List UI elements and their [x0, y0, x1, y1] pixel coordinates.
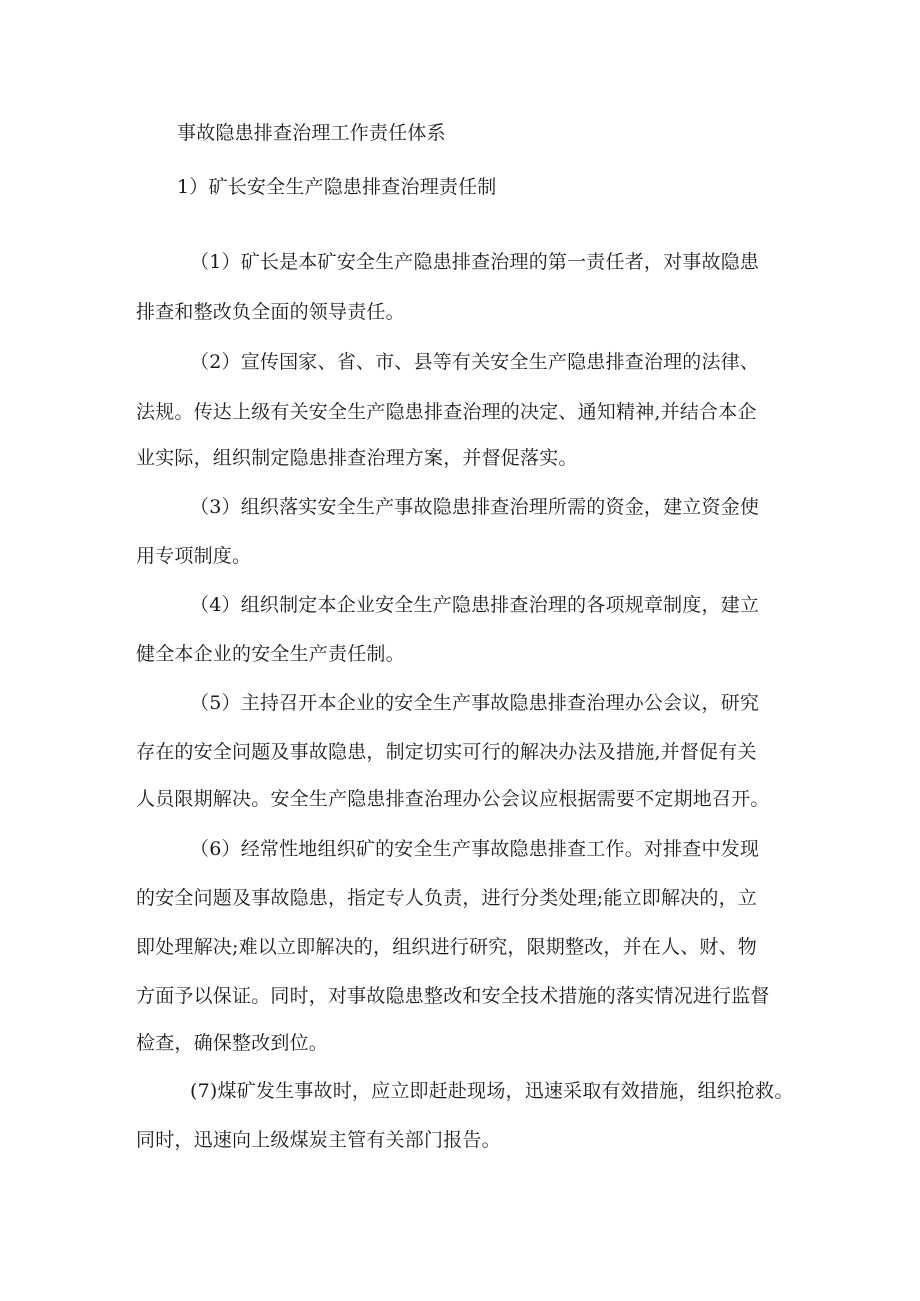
paragraph-2-line-1: （2）宣传国家、省、市、县等有关安全生产隐患排查治理的法律、 [190, 351, 760, 373]
paragraph-6-line-2: 的安全问题及事故隐患，指定专人负责，进行分类处理;能立即解决的，立 [136, 887, 758, 909]
paragraph-4-line-1: （4）组织制定本企业安全生产隐患排查治理的各项规章制度，建立 [190, 594, 760, 616]
paragraph-5-line-3: 人员限期解决。安全生产隐患排查治理办公会议应根据需要不定期地召开。 [136, 788, 770, 810]
paragraph-7-line-1: (7)煤矿发生事故时，应立即赶赴现场，迅速采取有效措施，组织抢救。 [190, 1080, 794, 1102]
paragraph-1-line-1: （1）矿长是本矿安全生产隐患排查治理的第一责任者，对事故隐患 [190, 251, 760, 273]
paragraph-6-line-3: 即处理解决;难以立即解决的，组织进行研究，限期整改，并在人、财、物 [136, 936, 758, 958]
section-heading: 1）矿长安全生产隐患排查治理责任制 [177, 176, 497, 198]
paragraph-3-line-2: 用专项制度。 [136, 545, 252, 567]
paragraph-3-line-1: （3）组织落实安全生产事故隐患排查治理所需的资金，建立资金使 [190, 496, 760, 518]
paragraph-2-line-2: 法规。传达上级有关安全生产隐患排查治理的决定、通知精神,并结合本企 [136, 401, 757, 423]
paragraph-5-line-2: 存在的安全问题及事故隐患，制定切实可行的解决办法及措施,并督促有关 [136, 741, 757, 763]
paragraph-6-line-4: 方面予以保证。同时，对事故隐患整改和安全技术措施的落实情况进行监督 [136, 985, 770, 1007]
paragraph-5-line-1: （5）主持召开本企业的安全生产事故隐患排查治理办公会议，研究 [190, 692, 760, 714]
paragraph-6-line-5: 检查，确保整改到位。 [136, 1032, 329, 1054]
paragraph-6-line-1: （6）经常性地组织矿的安全生产事故隐患排查工作。对排查中发现 [190, 838, 760, 860]
document-title: 事故隐患排查治理工作责任体系 [177, 122, 446, 144]
paragraph-4-line-2: 健全本企业的安全生产责任制。 [136, 643, 405, 665]
paragraph-7-line-2: 同时，迅速向上级煤炭主管有关部门报告。 [136, 1129, 501, 1151]
paragraph-2-line-3: 业实际，组织制定隐患排查治理方案，并督促落实。 [136, 447, 578, 469]
paragraph-1-line-2: 排查和整改负全面的领导责任。 [136, 301, 405, 323]
